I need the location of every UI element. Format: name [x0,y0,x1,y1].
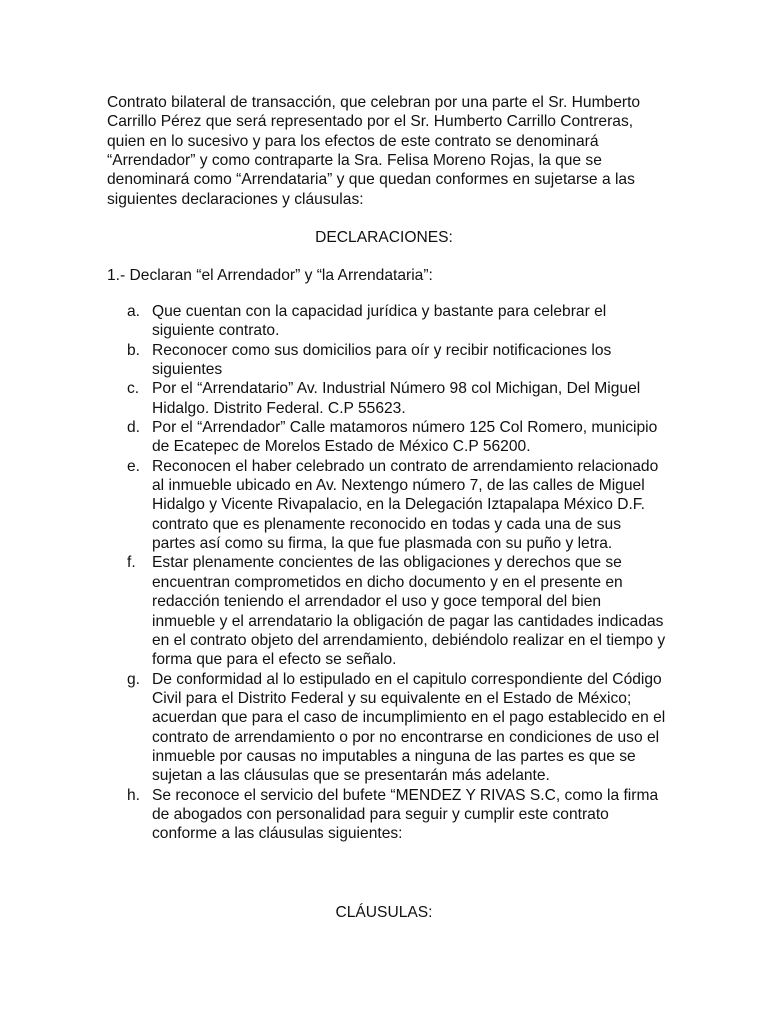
list-marker-g: g. [127,670,141,688]
declarations-list [127,302,667,844]
list-marker-a: a. [127,303,141,320]
declaration-item-b [127,341,667,380]
list-marker-f: f. [127,554,136,572]
declaration-item-a [127,302,667,341]
declaration-text-c: Por el “Arrendatario” Av. Industrial Número 98 col Michigan, Del Miguel Hidalgo. Distrito Federal. C.P 55623. [152,380,641,417]
declaration-item-d [127,418,667,457]
declaration-item-f [127,553,667,669]
clauses-heading: CLÁUSULAS: [335,904,433,921]
list-marker-d: d. [127,419,141,437]
list-marker-c: c. [127,380,140,398]
list-marker-h: h. [127,786,141,804]
list-marker-b: b. [127,341,141,359]
declaration-text-f: Estar plenamente concientes de las obligaciones y derechos que se encuentran comprometidos en dicho documento y en el presente en redacción teniendo el arrendador el uso y goce temporal del bien inmueble y el arrendatario la obligación de pagar las cantidades indicadas en el contrato objeto del arrendamiento, debiéndolo realizar en el tiempo y forma que para el efecto se señalo. [152,554,666,669]
declaration-item-g [127,670,667,786]
declaration-text-a: Que cuentan con la capacidad jurídica y bastante para celebrar el siguiente contrato. [152,303,607,340]
declaration-item-c [127,379,667,418]
declaration-item-h [127,786,667,844]
declarations-heading: DECLARACIONES: [315,229,453,246]
section-1-heading: 1.- Declaran “el Arrendador” y “la Arrendataria”: [107,267,433,284]
declaration-text-e: Reconocen el haber celebrado un contrato de arrendamiento relacionado al inmueble ubicado en Av. Nextengo número 7, de las calles de Miguel Hidalgo y Vicente Rivapalacio, en la Delegación Iztapalapa México D.F. contrato que es plenamente reconocido en todas y cada una de sus partes así como su firma, la que fue plasmada con su puño y letra. [152,457,659,553]
declaration-text-g: De conformidad al lo estipulado en el capitulo correspondiente del Código Civil para el Distrito Federal y su equivalente en el Estado de México; acuerdan que para el caso de incumplimiento en el pago establecido en el contrato de arrendamiento o por no encontrarse en condiciones de uso el inmueble por causas no imputables a ninguna de las partes es que se sujetan a las cláusulas que se presentarán más adelante. [152,670,666,785]
list-marker-e: e. [127,457,141,475]
declaration-text-d: Por el “Arrendador” Calle matamoros número 125 Col Romero, municipio de Ecatepec de Morelos Estado de México C.P 56200. [152,419,658,456]
declaration-item-e [127,457,667,554]
declaration-text-b: Reconocer como sus domicilios para oír y recibir notificaciones los siguientes [152,341,612,379]
contract-intro-paragraph: Contrato bilateral de transacción, que celebran por una parte el Sr. Humberto Carrillo Pérez que será representado por el Sr. Humberto Carrillo Contreras, quien en lo sucesivo y para los efectos de este contrato se denominará “Arrendador” y como contraparte la Sra. Felisa Moreno Rojas, la que se denominará como “Arrendataria” y que quedan conformes en sujetarse a las siguientes declaraciones y cláusulas: [107,94,641,208]
declaration-text-h: Se reconoce el servicio del bufete “MENDEZ Y RIVAS S.C, como la firma de abogados con personalidad para seguir y cumplir este contrato conforme a las cláusulas siguientes: [152,786,659,843]
